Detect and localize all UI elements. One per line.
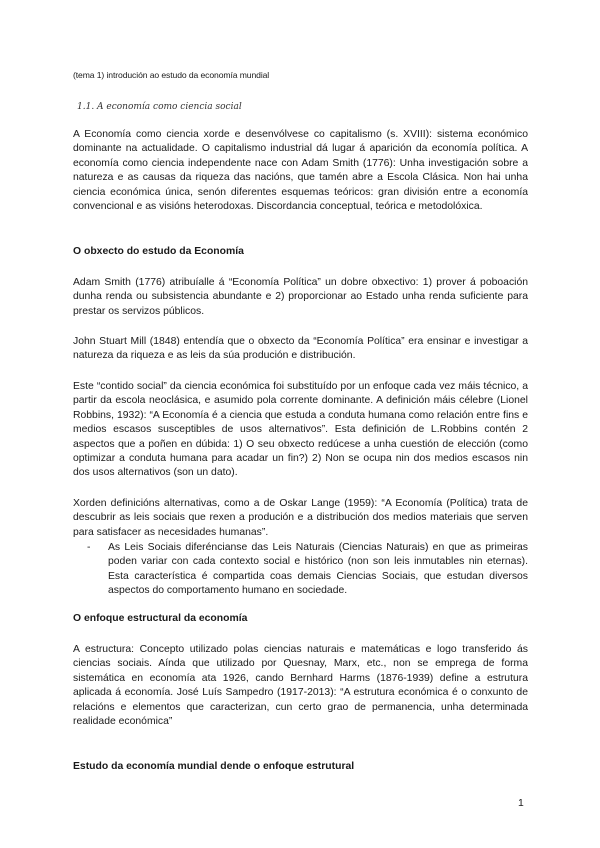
- heading-obxecto: O obxecto do estudo da Economía: [73, 246, 244, 257]
- heading-enfoque-estructural: O enfoque estructural da economía: [73, 613, 248, 624]
- page-number: 1: [518, 798, 524, 809]
- paragraph-robbins: Este “contido social” da ciencia económica foi substituído por un enfoque cada vez máis técnico, a partir da escola neoclásica, e asumido pola corrente dominante. A definición máis célebre (Lionel Robbins, 1932): “A Economía é a ciencia que estuda a conduta humana como relación entre fins e medios escasos susceptibles de usos alternativos”. Esta definición de L.Robbins contén 2 aspectos que a poñen en dúbida: 1) O seu obxecto redúcese a unha cuestión de elección (como optimizar a conduta humana para acadar un fin?) 2) Non se ocupa nin dos medios escasos nin dos usos alternativos (son un dato).: [73, 381, 528, 479]
- paragraph-intro: A Economía como ciencia xorde e desenvólvese co capitalismo (s. XVIII): sistema económico dominante na actualidade. O capitalismo industrial dá lugar á aparición da economía política. A economía como ciencia independente nace con Adam Smith (1776): Unha investigación sobre a natureza e as causas da riqueza das nacións, que tamén abre a Escola Clásica. Non hai unha ciencia económica única, senón diferentes esquemas teóricos: gran división entre a economía convencional e as visións heterodoxas. Discordancia conceptual, teórica e metodolóxica.: [73, 129, 528, 213]
- list-item: [87, 541, 528, 599]
- running-header: (tema 1) introdución ao estudo da economía mundial: [73, 70, 270, 80]
- paragraph-lange: Xorden definicións alternativas, como a de Oskar Lange (1959): “A Economía (Política) trata de descubrir as leis sociais que rexen a produción e a distribución dos medios materiais que serven para satisfacer as necesidades humanas”.: [73, 498, 528, 538]
- list-item-text: As Leis Sociais diferéncianse das Leis Naturais (Ciencias Naturais) en que as primeiras poden variar con cada contexto social e histórico (non son leis inmutables nin eternas). Esta característica é compartida coas demais Ciencias Sociais, que estudan diversos aspectos do comportamento humano en sociedade.: [108, 542, 528, 597]
- paragraph-adam-smith: Adam Smith (1776) atribuíalle á “Economía Política” un dobre obxectivo: 1) prover á poboación dunha renda ou subsistencia abundante e 2) proporcionar ao Estado unha renda suficiente para prestar os servizos públicos.: [73, 277, 528, 317]
- list-bullet: -: [87, 542, 91, 553]
- paragraph-estructura: A estructura: Concepto utilizado polas ciencias naturais e matemáticas e logo transferido ás ciencias sociais. Aínda que utilizado por Quesnay, Marx, etc., non se emprega de forma sistemática en economía ata 1926, cando Bernhard Harms (1876-1939) define a estrutura aplicada á economía. José Luís Sampedro (1917-2013): “A estrutura económica é o conxunto de relacións e elementos que caracterizan, cun certo grao de permanencia, unha determinada realidade económica”: [73, 644, 528, 728]
- paragraph-stuart-mill: John Stuart Mill (1848) entendía que o obxecto da “Economía Política” era ensinar e investigar a natureza da riqueza e as leis da súa produción e distribución.: [73, 336, 528, 362]
- heading-economia-mundial: Estudo da economía mundial dende o enfoque estrutural: [73, 761, 355, 772]
- section-subtitle: 1.1. A economía como ciencia social: [77, 102, 242, 112]
